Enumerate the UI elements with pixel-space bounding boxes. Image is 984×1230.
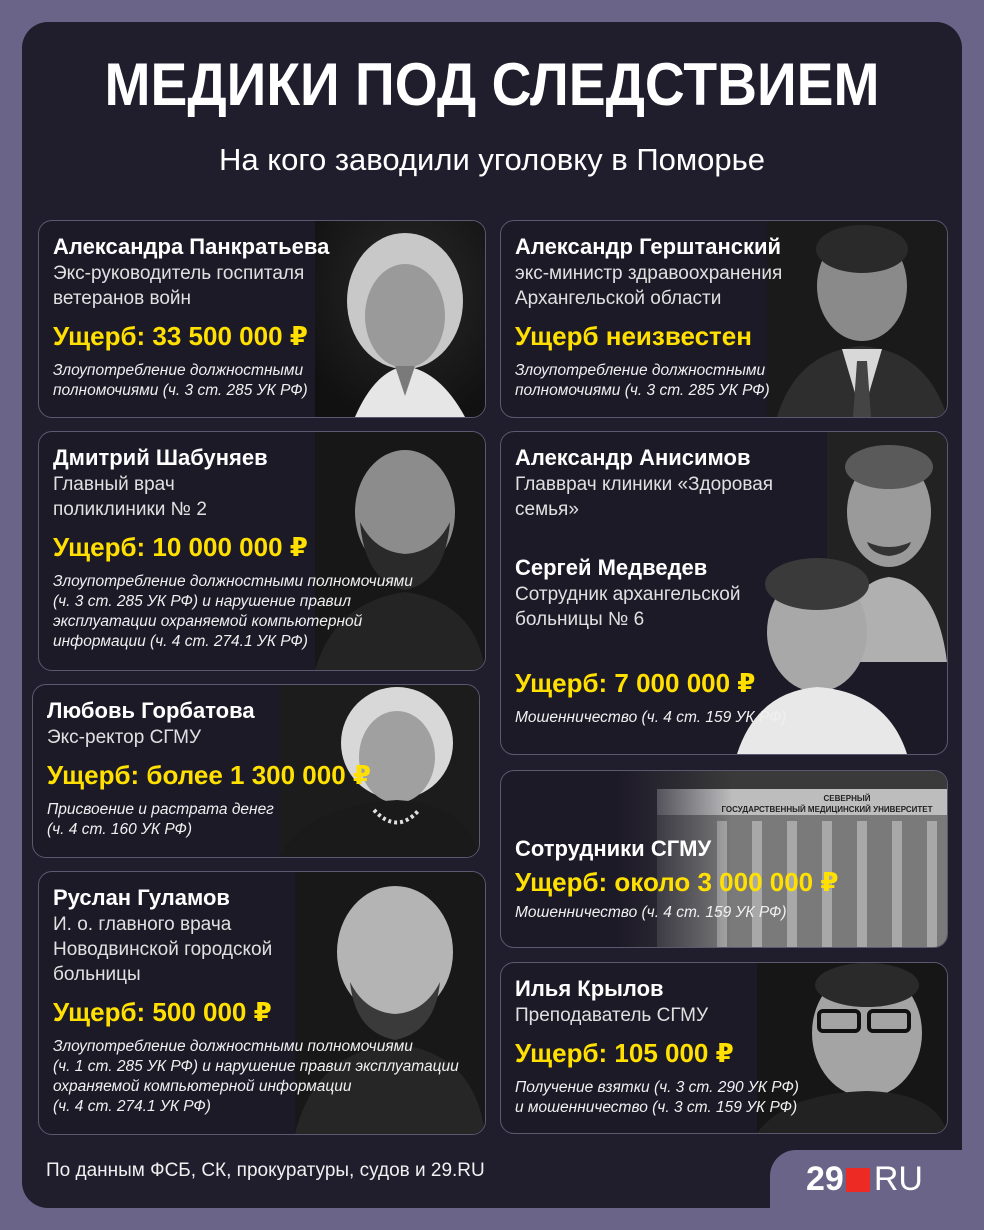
damage-amount: Ущерб: более 1 300 000 ₽ (47, 760, 371, 790)
person-role: Новодвинской городской (53, 939, 273, 960)
person-role: Архангельской области (515, 288, 722, 309)
logo-number: 29 (806, 1160, 844, 1198)
person-role: Экс-ректор СГМУ (47, 727, 202, 748)
damage-amount: Ущерб: около 3 000 000 ₽ (515, 867, 839, 897)
damage-amount: Ущерб: 105 000 ₽ (515, 1038, 734, 1068)
logo-square-icon (846, 1168, 870, 1192)
damage-amount: Ущерб: 10 000 000 ₽ (53, 532, 308, 562)
person-name: Руслан Гуламов (53, 885, 230, 910)
person-role: поликлиники № 2 (53, 499, 207, 520)
criminal-article: Мошенничество (ч. 4 ст. 159 УК РФ) (515, 904, 787, 921)
person-role: больницы № 6 (515, 609, 645, 630)
damage-amount: Ущерб неизвестен (515, 321, 752, 351)
group-name: Сотрудники СГМУ (515, 836, 712, 861)
person-role: ветеранов войн (53, 288, 191, 309)
person-role: Экс-руководитель госпиталя (53, 263, 305, 284)
person-role: Главный врач (53, 474, 175, 495)
card-gorbatova (32, 684, 480, 858)
card-gershtansky (500, 220, 948, 418)
card-shabunyaev (38, 431, 486, 671)
damage-amount: Ущерб: 500 000 ₽ (53, 997, 272, 1027)
damage-amount: Ущерб: 7 000 000 ₽ (515, 668, 756, 698)
criminal-article: Злоупотребление должностными полномочиями (ч. 3 ст. 285 УК РФ) (53, 362, 308, 399)
person-role: Главврач клиники «Здоровая (515, 474, 774, 495)
card-gulamov (38, 871, 486, 1135)
person-name: Александра Панкратьева (53, 234, 330, 259)
criminal-article: Злоупотребление должностными полномочиями (ч. 3 ст. 285 УК РФ) и нарушение правил эксплуатации охраняемой компьютерной информации (ч. 4 ст. 274.1 УК РФ) (53, 573, 413, 650)
site-logo[interactable] (806, 1160, 923, 1199)
person-name: Илья Крылов (515, 976, 664, 1001)
page-title: МЕДИКИ ПОД СЛЕДСТВИЕМ (104, 51, 880, 118)
person-role: Сотрудник архангельской (515, 584, 741, 605)
person-role: экс-министр здравоохранения (515, 263, 783, 284)
card-anisimov-medvedev (500, 431, 948, 755)
person-name: Александр Герштанский (515, 234, 782, 259)
card-pankratyeva (38, 220, 486, 418)
card-krylov (500, 962, 948, 1134)
person-role: И. о. главного врача (53, 914, 232, 935)
criminal-article: Мошенничество (ч. 4 ст. 159 УК РФ) (515, 709, 787, 726)
person-name: Сергей Медведев (515, 555, 708, 580)
page-subtitle: На кого заводили уголовку в Поморье (218, 142, 766, 177)
logo-ru: RU (873, 1160, 923, 1198)
person-role: больницы (53, 964, 141, 985)
person-name: Дмитрий Шабуняев (53, 445, 268, 470)
damage-amount: Ущерб: 33 500 000 ₽ (53, 321, 308, 351)
person-name: Любовь Горбатова (47, 698, 255, 723)
criminal-article: Получение взятки (ч. 3 ст. 290 УК РФ) и мошенничество (ч. 3 ст. 159 УК РФ) (515, 1079, 799, 1116)
person-role: Преподаватель СГМУ (515, 1005, 709, 1026)
criminal-article: Присвоение и растрата денег (ч. 4 ст. 160 УК РФ) (47, 801, 274, 838)
person-name: Александр Анисимов (515, 445, 751, 470)
card-sgmu (500, 770, 948, 948)
criminal-article: Злоупотребление должностными полномочиями (ч. 1 ст. 285 УК РФ) и нарушение правил эксплуатации охраняемой компьютерной информации (ч. 4 ст. 274.1 УК РФ) (53, 1038, 459, 1115)
person-role: семья» (515, 499, 579, 520)
criminal-article: Злоупотребление должностными полномочиями (ч. 3 ст. 285 УК РФ) (515, 362, 770, 399)
portrait-gershtansky (767, 221, 947, 417)
source-note: По данным ФСБ, СК, прокуратуры, судов и 29.RU (46, 1160, 485, 1181)
portrait-pankratyeva (315, 221, 485, 417)
